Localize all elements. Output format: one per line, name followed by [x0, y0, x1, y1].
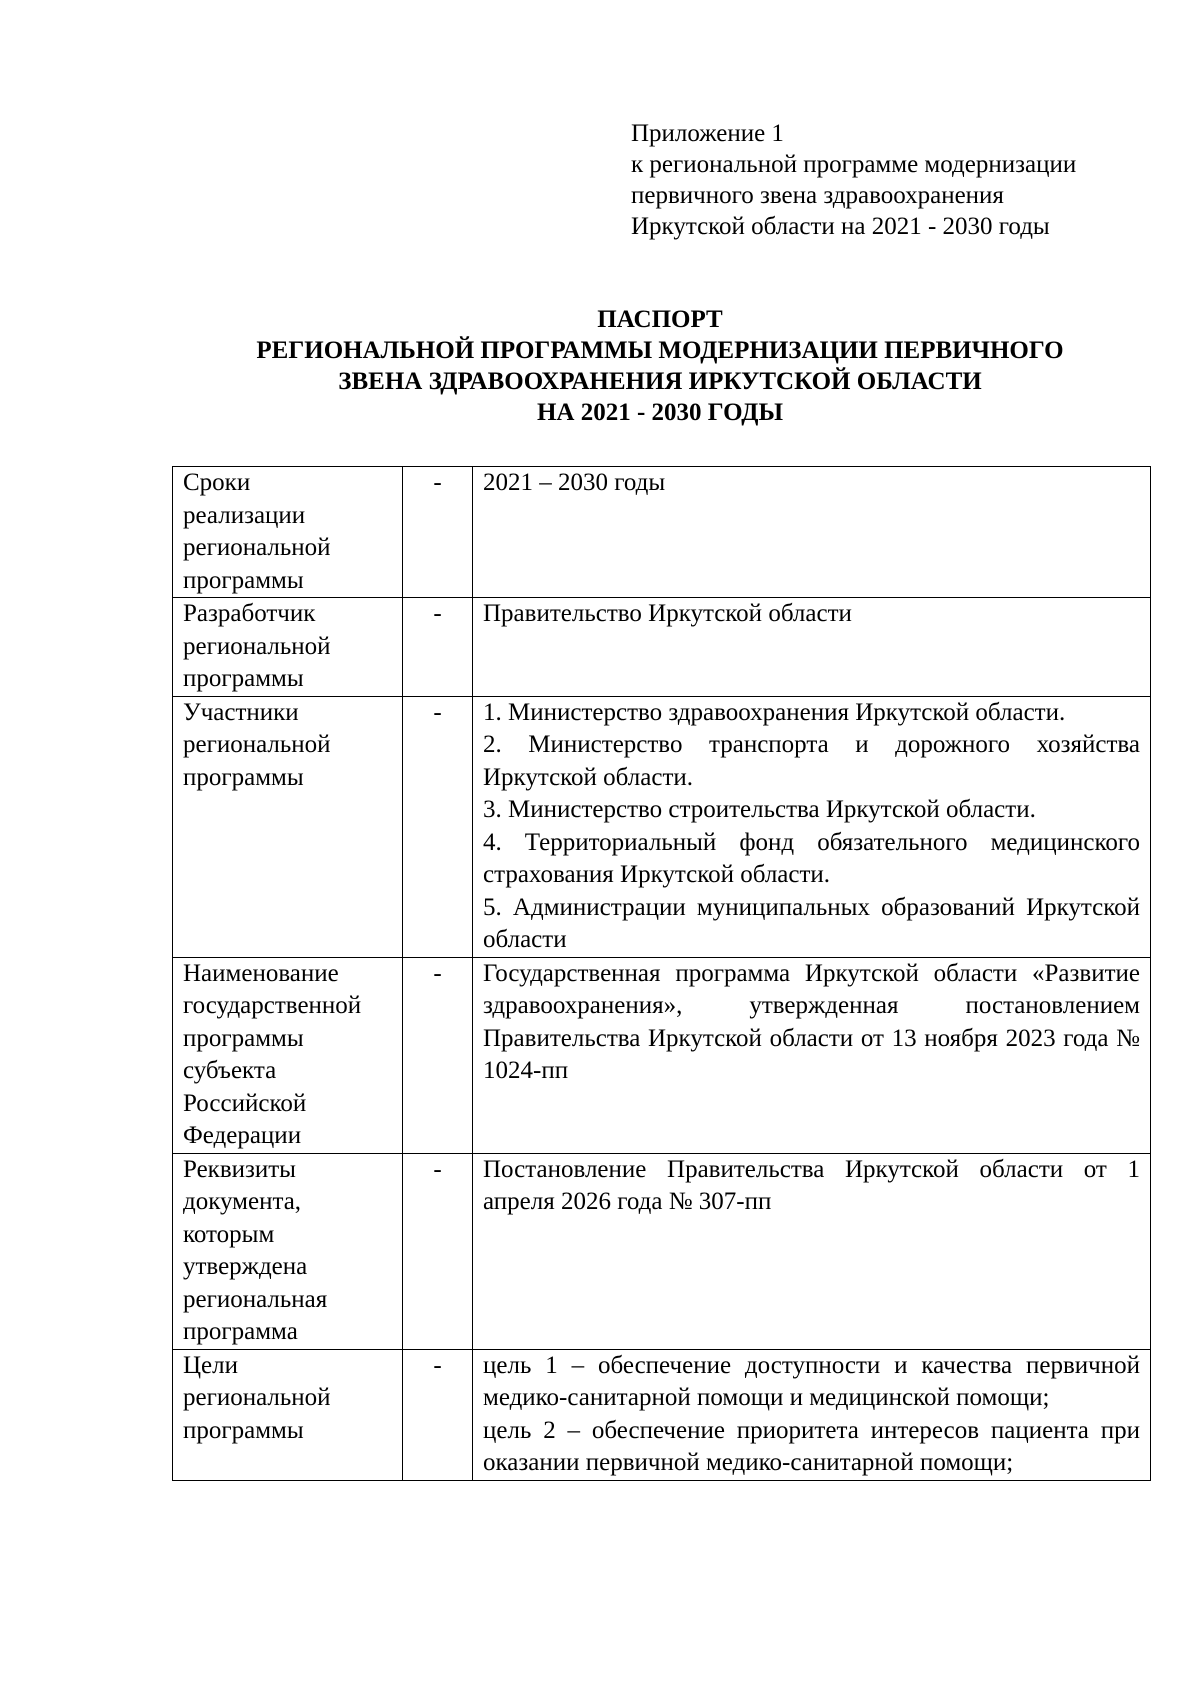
label-line: региональной [183, 731, 331, 758]
passport-table [172, 466, 1151, 1481]
row-dash: - [403, 598, 473, 697]
row-label [173, 696, 403, 957]
label-line: программы [183, 1024, 304, 1052]
row-label [173, 1349, 403, 1480]
value-paragraph: Правительство Иркутской области [483, 600, 852, 627]
label-line: Участники [183, 698, 299, 726]
row-label [173, 598, 403, 697]
label-line: субъекта [183, 1057, 277, 1084]
label-line: программы [183, 566, 304, 594]
label-line: программы [183, 665, 304, 692]
annex-line: Приложение 1 [631, 120, 784, 147]
value-paragraph: 3. Министерство строительства Иркутской области. [483, 796, 1036, 823]
label-line: Российской [183, 1089, 307, 1117]
document-title [130, 304, 1190, 428]
value-paragraph: Государственная программа Иркутской области «Развитие здравоохранения», утвержденная постановлением Правительства Иркутской области от 13 ноября 2023 года № 1024-пп [483, 959, 1140, 1084]
label-line: программы [183, 763, 304, 791]
row-value [473, 1349, 1151, 1480]
title-line: ЗВЕНА ЗДРАВООХРАНЕНИЯ ИРКУТСКОЙ ОБЛАСТИ [338, 368, 982, 395]
value-paragraph: цель 1 – обеспечение доступности и качества первичной медико-санитарной помощи и медицинской помощи; [483, 1351, 1140, 1411]
annex-header [631, 118, 1151, 242]
row-dash: - [403, 467, 473, 598]
row-label [173, 1153, 403, 1349]
label-line: документа, [183, 1188, 302, 1215]
row-dash: - [403, 696, 473, 957]
value-paragraph: 1. Министерство здравоохранения Иркутской области. [483, 698, 1066, 726]
row-value [473, 598, 1151, 697]
value-paragraph: цель 2 – обеспечение приоритета интересов пациента при оказании первичной медико-санитарной помощи; [483, 1416, 1140, 1476]
label-line: государственной [183, 992, 362, 1019]
annex-line: первичного звена здравоохранения [631, 182, 1004, 209]
table-row [173, 696, 1151, 957]
row-dash: - [403, 957, 473, 1153]
annex-line: Иркутской области на 2021 - 2030 годы [631, 213, 1050, 240]
row-label [173, 467, 403, 598]
row-value [473, 957, 1151, 1153]
title-line: РЕГИОНАЛЬНОЙ ПРОГРАММЫ МОДЕРНИЗАЦИИ ПЕРВИЧНОГО [256, 337, 1064, 364]
row-label [173, 957, 403, 1153]
label-line: Цели [183, 1351, 239, 1379]
row-value [473, 696, 1151, 957]
row-value [473, 1153, 1151, 1349]
label-line: региональной [183, 1384, 331, 1411]
label-line: реализации [183, 501, 306, 529]
label-line: программы [183, 1416, 304, 1444]
value-paragraph: 5. Администрации муниципальных образований Иркутской области [483, 893, 1140, 953]
row-value [473, 467, 1151, 598]
row-dash: - [403, 1349, 473, 1480]
table-row [173, 1349, 1151, 1480]
value-paragraph: Постановление Правительства Иркутской области от 1 апреля 2026 года № 307-пп [483, 1155, 1140, 1215]
label-line: Федерации [183, 1122, 302, 1149]
row-dash: - [403, 1153, 473, 1349]
annex-line: к региональной программе модернизации [631, 151, 1077, 178]
label-line: Реквизиты [183, 1155, 296, 1183]
label-line: Наименование [183, 959, 339, 987]
label-line: утверждена [183, 1253, 308, 1280]
table-row [173, 957, 1151, 1153]
title-line: НА 2021 - 2030 ГОДЫ [536, 399, 784, 426]
label-line: программа [183, 1318, 298, 1345]
table-row [173, 467, 1151, 598]
table-row [173, 598, 1151, 697]
label-line: которым [183, 1220, 275, 1248]
label-line: региональной [183, 534, 331, 561]
value-paragraph: 4. Территориальный фонд обязательного медицинского страхования Иркутской области. [483, 828, 1140, 888]
label-line: Сроки [183, 469, 251, 496]
label-line: Разработчик [183, 600, 316, 627]
label-line: региональной [183, 632, 331, 660]
value-paragraph: 2. Министерство транспорта и дорожного хозяйства Иркутской области. [483, 731, 1140, 791]
value-paragraph: 2021 – 2030 годы [483, 469, 666, 496]
title-line: ПАСПОРТ [597, 306, 723, 333]
table-row [173, 1153, 1151, 1349]
label-line: региональная [183, 1285, 328, 1313]
